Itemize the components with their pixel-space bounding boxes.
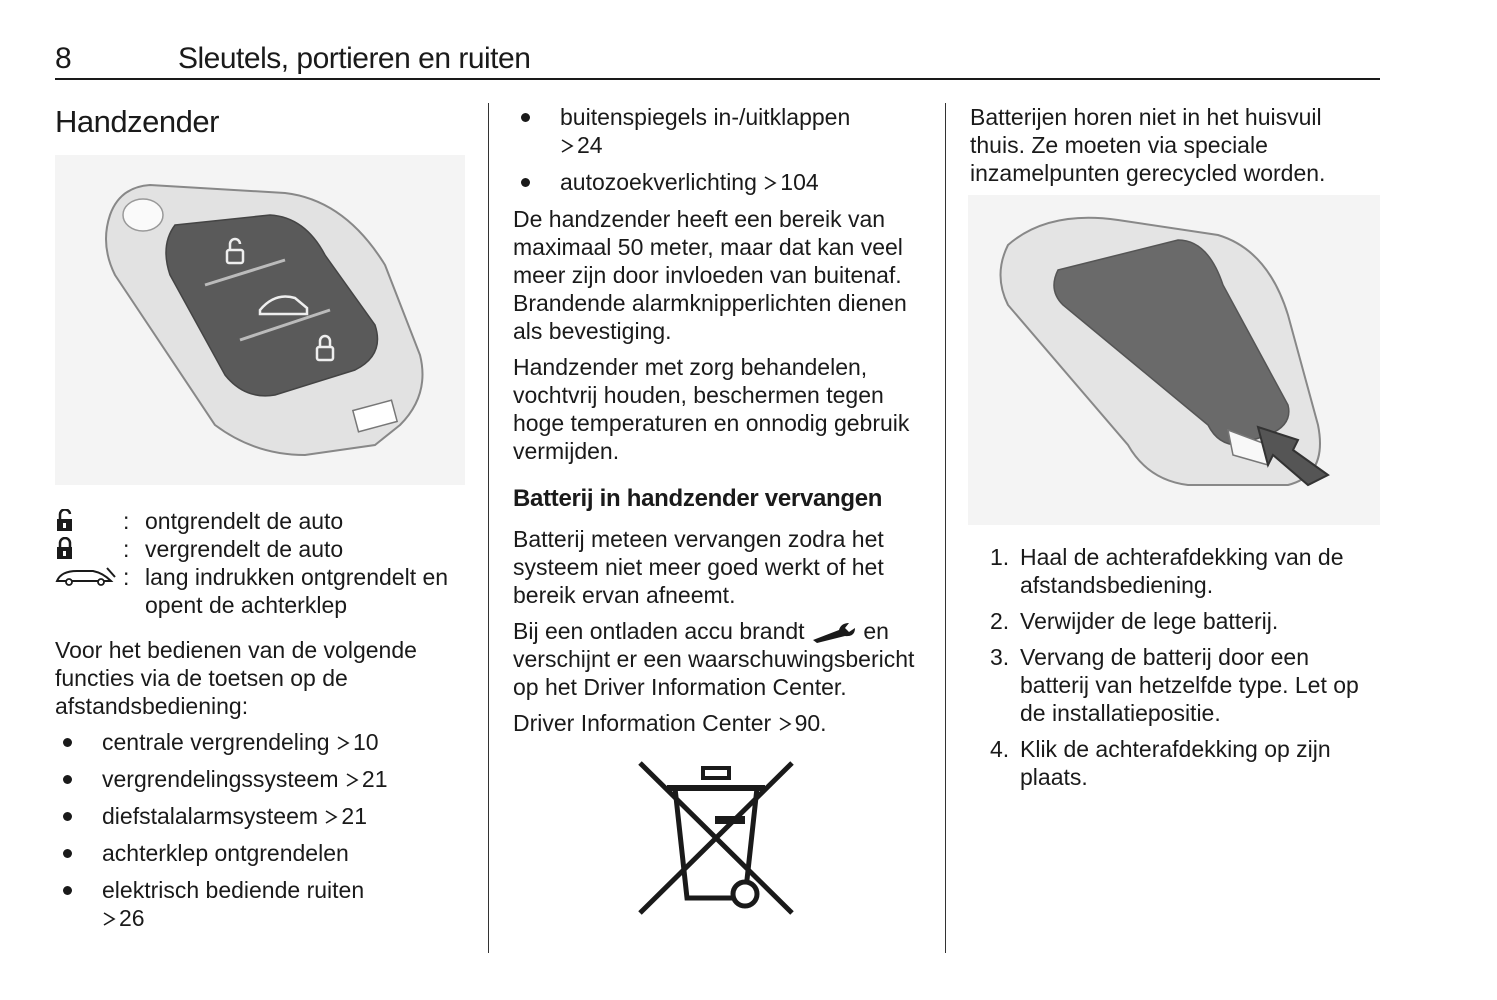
page-reference-icon <box>560 138 574 154</box>
list-item <box>55 728 465 756</box>
range-paragraph: De handzender heeft een bereik van maximaal 50 meter, maar dat kan veel meer zijn door invloeden van buitenaf. Brandende alarmknipperlichten dienen als bevestiging. <box>513 206 907 344</box>
step-number: 1. <box>990 544 1010 570</box>
crossed-out-wheelie-bin-icon <box>635 758 797 918</box>
function-list-continued <box>513 103 928 196</box>
step-text: Vervang de batterij door een batterij van hetzelfde type. Let op de installatiepositie. <box>1020 644 1359 726</box>
step-text: Klik de achterafdekking op zijn plaats. <box>1020 736 1331 790</box>
page-reference-icon <box>324 809 338 825</box>
legend-row-unlock <box>55 507 475 535</box>
list-item-text: diefstalalarmsysteem <box>102 803 319 829</box>
list-item-ref: 24 <box>577 132 603 158</box>
step-item <box>980 735 1380 791</box>
intro-paragraph: Voor het bedienen van de volgende functies via de toetsen op de afstandsbediening: <box>55 637 417 719</box>
step-number: 2. <box>990 608 1010 634</box>
bullet-dot <box>63 738 72 747</box>
step-item <box>980 543 1380 599</box>
battery-paragraph: Batterij meteen vervangen zodra het systeem niet meer goed werkt of het bereik ervan afneemt. <box>513 526 884 608</box>
bullet-dot <box>521 113 530 122</box>
bullet-dot <box>63 775 72 784</box>
list-item-ref: 26 <box>119 905 145 931</box>
list-item-text: elektrisch bediende ruiten <box>102 877 365 903</box>
car-tailgate-icon <box>55 565 117 587</box>
section-title: Handzender <box>55 104 219 139</box>
list-item-text: autozoekverlichting <box>560 169 757 195</box>
recycling-paragraph: Batterijen horen niet in het huisvuil thuis. Ze moeten via speciale inzamelpunten gerecycled worden. <box>970 104 1326 186</box>
list-item-ref: 21 <box>361 766 388 792</box>
column-1-body <box>55 636 465 941</box>
unlock-icon <box>55 509 75 533</box>
list-item-ref: 10 <box>352 729 379 755</box>
legend-text-unlock: ontgrendelt de auto <box>145 508 344 534</box>
chapter-title: Sleutels, portieren en ruiten <box>178 42 531 75</box>
legend-text-tailgate: lang indrukken ontgrendelt en opent de achterklep <box>145 564 449 618</box>
wrench-icon <box>811 621 857 643</box>
step-number: 3. <box>990 644 1010 670</box>
column-2-body <box>513 103 928 745</box>
bullet-dot <box>63 886 72 895</box>
legend-row-lock <box>55 535 475 563</box>
bullet-dot <box>63 812 72 821</box>
step-item <box>980 607 1380 635</box>
key-fob-illustration <box>55 155 465 485</box>
page-reference-icon <box>345 772 359 788</box>
dic-reference-paragraph <box>513 709 928 737</box>
list-item-ref: 104 <box>780 169 819 195</box>
column-divider-1 <box>488 103 489 953</box>
warning-paragraph <box>513 617 928 701</box>
dic-text: Driver Information Center <box>513 710 772 736</box>
list-item <box>55 765 465 793</box>
key-fob-battery-cover-illustration <box>968 195 1380 525</box>
list-item <box>55 876 465 932</box>
list-item <box>55 839 465 867</box>
legend-colon: : <box>123 564 130 590</box>
subheading-battery: Batterij in handzender vervangen <box>513 485 883 512</box>
list-item-text: vergrendelingssysteem <box>102 766 339 792</box>
legend-row-tailgate <box>55 563 475 619</box>
bullet-dot <box>521 178 530 187</box>
step-text: Verwijder de lege batterij. <box>1020 608 1279 634</box>
legend-colon: : <box>123 508 130 534</box>
warning-text-after: en verschijnt er een waarschuwingsbericht op het Driver Information Center. <box>513 618 915 700</box>
step-item <box>980 643 1380 727</box>
care-paragraph: Handzender met zorg behandelen, vochtvrij houden, beschermen tegen hoge temperaturen en onnodig gebruik vermijden. <box>513 354 910 464</box>
page-reference-icon <box>778 716 792 732</box>
lock-icon <box>55 537 75 561</box>
step-text: Haal de achterafdekking van de afstandsbediening. <box>1020 544 1344 598</box>
battery-steps-list <box>980 543 1380 791</box>
list-item <box>513 168 928 196</box>
page-reference-icon <box>763 175 777 191</box>
page-reference-icon <box>336 735 350 751</box>
list-item-text: centrale vergrendeling <box>102 729 330 755</box>
warning-text-before: Bij een ontladen accu brandt <box>513 618 805 644</box>
bullet-dot <box>63 849 72 858</box>
column-3-intro <box>970 103 1370 195</box>
list-item-text: achterklep ontgrendelen <box>102 840 349 866</box>
button-legend <box>55 507 475 619</box>
column-divider-2 <box>945 103 946 953</box>
step-number: 4. <box>990 736 1010 762</box>
column-3-steps <box>980 543 1380 799</box>
page-number: 8 <box>55 42 72 75</box>
dic-ref: 90. <box>794 710 827 736</box>
list-item-text: buitenspiegels in-/uitklappen <box>560 104 851 130</box>
legend-colon: : <box>123 536 130 562</box>
list-item-ref: 21 <box>341 803 368 829</box>
legend-text-lock: vergrendelt de auto <box>145 536 344 562</box>
header-rule <box>55 78 1380 80</box>
list-item <box>55 802 465 830</box>
function-list <box>55 728 465 932</box>
page-reference-icon <box>102 911 116 927</box>
list-item <box>513 103 928 159</box>
